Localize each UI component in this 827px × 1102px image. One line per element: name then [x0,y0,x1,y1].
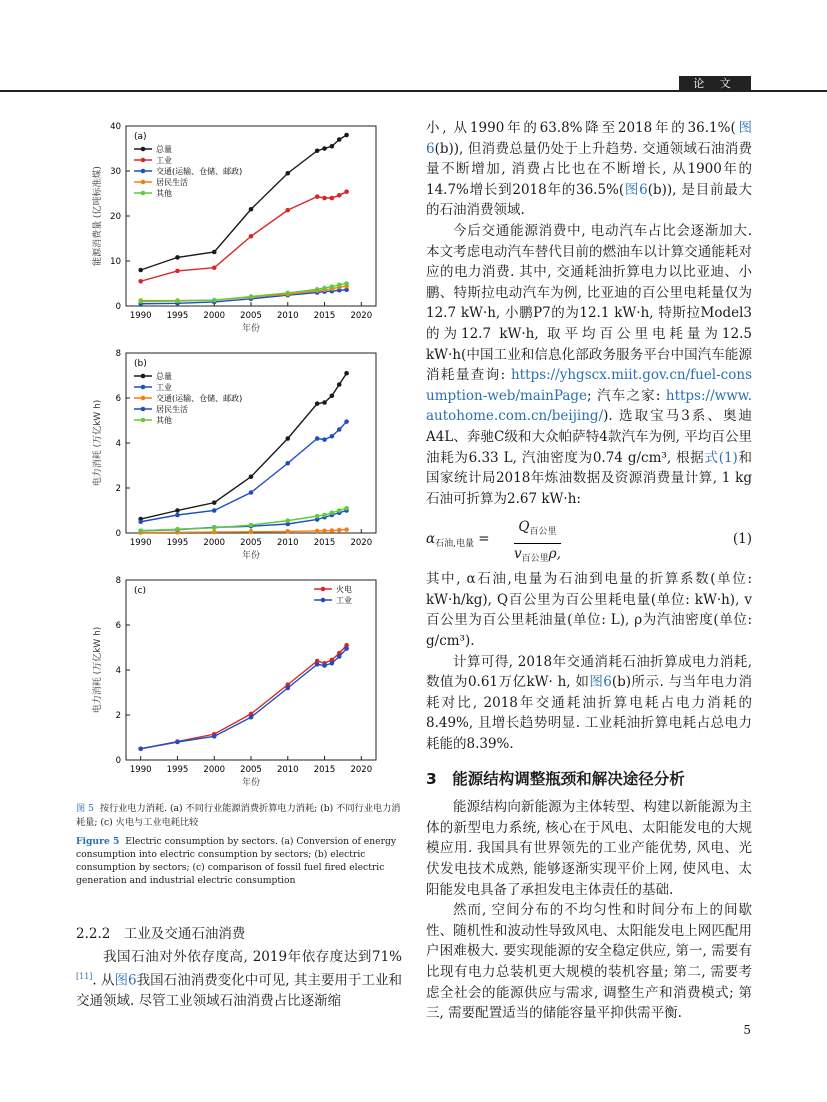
data-point [138,746,143,751]
data-point [249,294,254,299]
y-tick-label: 4 [115,439,121,449]
data-point [344,371,349,376]
text: ). 选取宝马3系、奥迪A4L、奔驰C级和大众帕萨特4款汽车为例, 平均百公里油耗为6.33 L, 汽油密度为0.74 g/cm³, 根据 [426,408,752,466]
data-point [285,208,290,213]
data-point [212,250,217,255]
data-point [315,287,320,292]
x-tick-label: 2005 [240,765,262,775]
text: 计算可得, 2018年交通消耗石油折算成电力消耗, 数值为0.61万亿kW· h, 如 [426,653,752,691]
x-tick-label: 2015 [313,538,336,548]
data-point [212,298,217,303]
text: (b)所示. 与当年电力消耗对比, 2018年交通耗油折算电耗占电力消耗的8.49%, 且增长趋势明显. 工业耗油折算电耗占总电力耗能的8.39%. [426,674,752,753]
data-point [175,513,180,518]
data-point [315,148,320,153]
equation-number: (1) [732,531,752,548]
figure-link[interactable]: 图6 [624,181,648,198]
series-line [141,422,347,522]
data-point [344,419,349,424]
figure-caption-zh [76,802,402,830]
legend-marker [141,374,146,379]
legend-marker [141,147,146,152]
data-point [344,281,349,286]
data-point [315,662,320,667]
data-point [212,526,217,531]
page-number: 5 [743,1023,751,1037]
equation-lhs: $\alpha_{石油,电量}$ = [426,531,490,550]
legend-marker [141,385,146,390]
header-rule [0,90,827,92]
data-point [249,523,254,528]
y-tick-label: 0 [115,756,121,766]
y-tick-label: 0 [115,529,121,539]
x-tick-label: 1995 [166,538,189,548]
text: 我国石油对外依存度高, 2019年依存度达到71% [103,948,402,965]
y-tick-label: 40 [110,122,121,132]
legend-label: 工业 [156,156,172,165]
data-point [175,527,180,532]
data-point [138,528,143,533]
data-point [285,529,290,534]
x-tick-label: 2020 [350,538,373,548]
legend-marker [141,418,146,423]
legend-label: 居民生活 [156,405,188,414]
data-point [322,146,327,151]
figure-caption-en [76,835,402,887]
data-point [212,734,217,739]
figure-link[interactable]: 图6 [589,674,612,691]
caption-label-zh: 图 5 [76,803,94,814]
y-tick-label: 20 [110,212,121,222]
legend-marker [141,169,146,174]
legend-label: 总量 [156,145,172,154]
caption-text-en: Electric consumption by sectors. (a) Conversion of energy consumption into electric consumption by sectors; (b) electric consumption by sectors; (c) comparison of fossil fuel fired electric generation and industrial electric consumption [76,836,397,886]
data-point [322,528,327,533]
url-link-autohome[interactable]: https://www.autohome.com.cn/beijing/ [426,387,752,425]
data-point [322,400,327,405]
figure-link[interactable]: 图6 [114,972,137,989]
data-point [337,528,342,533]
y-tick-label: 2 [115,484,121,494]
section-tag: 论 文 [679,76,751,92]
chart-b [76,345,386,567]
data-point [322,196,327,201]
legend-label: 工业 [336,596,352,605]
text: (b)), 但消费总量仍处于上升趋势. 交通领域石油消费量不断增加, 消费占比也在不断增长, 从1900年的14.7%增长到2018年的36.5%( [426,140,752,198]
data-point [212,530,217,535]
data-point [138,268,143,273]
x-axis-label: 年份 [241,778,261,788]
text: 和国家统计局2018年炼油数据及资源消费量计算, 1 kg石油可折算为2.67 kW·h: [426,449,753,507]
data-point [285,171,290,176]
x-tick-label: 2005 [240,538,262,548]
y-tick-label: 30 [110,167,121,177]
left-column [76,924,402,1012]
x-tick-label: 2020 [350,765,373,775]
data-point [138,299,143,304]
figure-panel-a [76,118,386,340]
data-point [330,284,335,289]
data-point [249,234,254,239]
x-tick-label: 2000 [203,765,226,775]
y-tick-label: 8 [115,576,121,586]
legend-marker [141,396,146,401]
data-point [249,474,254,479]
data-point [322,437,327,442]
x-axis-label: 年份 [241,324,261,334]
figure-link[interactable]: 图6 [426,120,752,157]
data-point [344,189,349,194]
text: ; 汽车之家: [587,387,666,404]
y-axis-label: 电力消耗 (万亿kW h) [93,626,103,714]
data-point [337,283,342,288]
data-point [212,265,217,270]
x-tick-label: 2000 [203,538,226,548]
data-point [249,530,254,535]
data-point [175,740,180,745]
x-tick-label: 2020 [350,311,373,321]
text: 今后交通能源消费中, 电动汽车占比会逐渐加大. 本文考虑电动汽车替代目前的燃油车以计算交通能耗对应的电力消费. 其中, 交通耗油折算电力以比亚迪、小鹏、特斯拉电动汽车为例, 比亚迪的百公里电耗量仅为12.7 kW·h, 小鹏P7的为12.1 kW·h, 特斯拉Model3的为12.7 kW·h, 取平均百公里电耗量为12.5 kW·h(中国工业和信息化部政务服务平台中国汽车能源消耗量查询: [426,222,752,384]
data-point [337,427,342,432]
data-point [337,137,342,142]
y-tick-label: 0 [115,302,121,312]
citation-link[interactable]: [11] [76,972,93,982]
data-point [344,506,349,511]
plot-frame [126,580,376,760]
text: 我国石油消费变化中可见, 其主要用于工业和交通领域. 尽管工业领域石油消费占比逐渐缩 [76,972,402,1010]
panel-label: (c) [134,586,146,596]
legend-marker [141,158,146,163]
paragraph [76,947,402,1012]
data-point [212,508,217,513]
data-point [337,382,342,387]
legend-label: 交通(运输、仓储、邮政) [156,167,243,176]
paragraph: 能源结构向新能源为主体转型、构建以新能源为主体的新型电力系统, 核心在于风电、太阳能发电的大规模应用. 我国具有世界领先的工业产能优势, 风电、光伏发电技术成熟, 能够逐渐实现平价上网, 使风电、太阳能发电具备了承担发电主体责任的基础. [426,799,752,898]
data-point [344,646,349,651]
data-point [175,508,180,513]
x-tick-label: 2000 [203,311,226,321]
legend-marker [321,587,326,592]
x-tick-label: 2015 [313,765,336,775]
right-column [426,118,752,1024]
y-tick-label: 6 [115,394,121,404]
data-point [330,528,335,533]
x-tick-label: 2015 [313,311,336,321]
panel-label: (b) [134,359,147,369]
legend-label: 火电 [336,585,352,594]
data-point [330,510,335,515]
y-tick-label: 6 [115,621,121,631]
figure-panel-b [76,345,386,567]
text: 小, 从1990年的63.8%降至2018年的36.1%( [426,120,736,136]
series-line [141,192,347,282]
legend-label: 总量 [156,372,172,381]
data-point [344,133,349,138]
x-tick-label: 1990 [129,538,152,548]
caption-label-en: Figure 5 [76,836,120,847]
url-link-miit[interactable]: https://yhgscx.miit.gov.cn/fuel-consumption-web/mainPage [426,367,752,404]
figure-panel-c [76,572,386,794]
y-tick-label: 4 [115,666,121,676]
data-point [212,500,217,505]
legend-label: 交通(运输、仓储、邮政) [156,394,243,403]
x-axis-label: 年份 [241,551,261,561]
paragraph: 其中, α石油,电量为石油到电量的折算系数(单位: kW·h/kg), Q百公里为百公里耗电量(单位: kW·h), v百公里为百公里耗油量(单位: L), ρ为汽油密度(单位: g/cm³). [426,571,752,650]
data-point [315,436,320,441]
data-point [330,144,335,149]
data-point [285,436,290,441]
data-point [285,686,290,691]
legend-label: 其他 [156,416,172,425]
data-point [322,663,327,668]
legend-label: 居民生活 [156,178,188,187]
caption-text-zh: 按行业电力消耗. (a) 不同行业能源消费折算电力消耗; (b) 不同行业电力消耗量; (c) 火电与工业电耗比较 [76,803,401,828]
data-point [337,193,342,198]
data-point [138,519,143,524]
panel-label: (a) [134,132,147,142]
legend-marker [321,598,326,603]
equation-fraction: $Q_{百公里}$ $v_{百公里}\rho$, [514,519,561,564]
x-tick-label: 1995 [166,311,189,321]
data-point [175,255,180,260]
legend-marker [141,180,146,185]
paragraph [426,221,752,509]
y-tick-label: 10 [110,257,121,267]
data-point [330,393,335,398]
data-point [249,715,254,720]
x-tick-label: 2005 [240,311,262,321]
paragraph [426,652,752,755]
data-point [285,518,290,523]
data-point [330,434,335,439]
data-point [337,508,342,513]
data-point [175,269,180,274]
section-heading-2-2-2: 2.2.2 工业及交通石油消费 [76,926,246,942]
chart-a [76,118,386,340]
data-point [315,529,320,534]
y-axis-label: 能源消费量 (亿吨标准煤) [93,166,103,266]
legend-label: 其他 [156,189,172,198]
text: . 从 [92,972,115,989]
data-point [285,291,290,296]
equation-link[interactable]: 式(1) [704,449,738,466]
data-point [330,196,335,201]
data-point [249,207,254,212]
data-point [138,279,143,284]
x-tick-label: 2010 [276,311,299,321]
x-tick-label: 2010 [276,765,299,775]
data-point [249,490,254,495]
data-point [175,299,180,304]
legend-label: 工业 [156,383,172,392]
data-point [315,514,320,519]
data-point [322,286,327,291]
text: (b)), 是目前最大的石油消费领域. [426,181,752,219]
x-tick-label: 1990 [129,765,152,775]
x-tick-label: 1995 [166,765,189,775]
data-point [330,661,335,666]
data-point [344,527,349,532]
section-heading-3: 3 能源结构调整瓶颈和解决途径分析 [426,769,685,788]
y-axis-label: 电力消耗 (万亿kW h) [93,399,103,487]
equation-1 [426,515,752,563]
x-tick-label: 2010 [276,538,299,548]
x-tick-label: 1990 [129,311,152,321]
chart-c [76,572,386,794]
data-point [337,654,342,659]
data-point [315,401,320,406]
paragraph [426,118,752,221]
legend-marker [141,191,146,196]
y-tick-label: 2 [115,711,121,721]
data-point [322,513,327,518]
paragraph: 然而, 空间分布的不均匀性和时间分布上的间歇性、随机性和波动性导致风电、太阳能发电上网匹配用户困难极大. 要实现能源的安全稳定供应, 第一, 需要有比现有电力总装机更大规模的装机容量; 第二, 需要考虑全社会的能源供应与需求, 调整生产和消费模式; 第三, 需要配置适当的储能容量平抑供需平衡. [426,902,752,1022]
data-point [315,194,320,199]
y-tick-label: 8 [115,349,121,359]
data-point [285,461,290,466]
legend-marker [141,407,146,412]
